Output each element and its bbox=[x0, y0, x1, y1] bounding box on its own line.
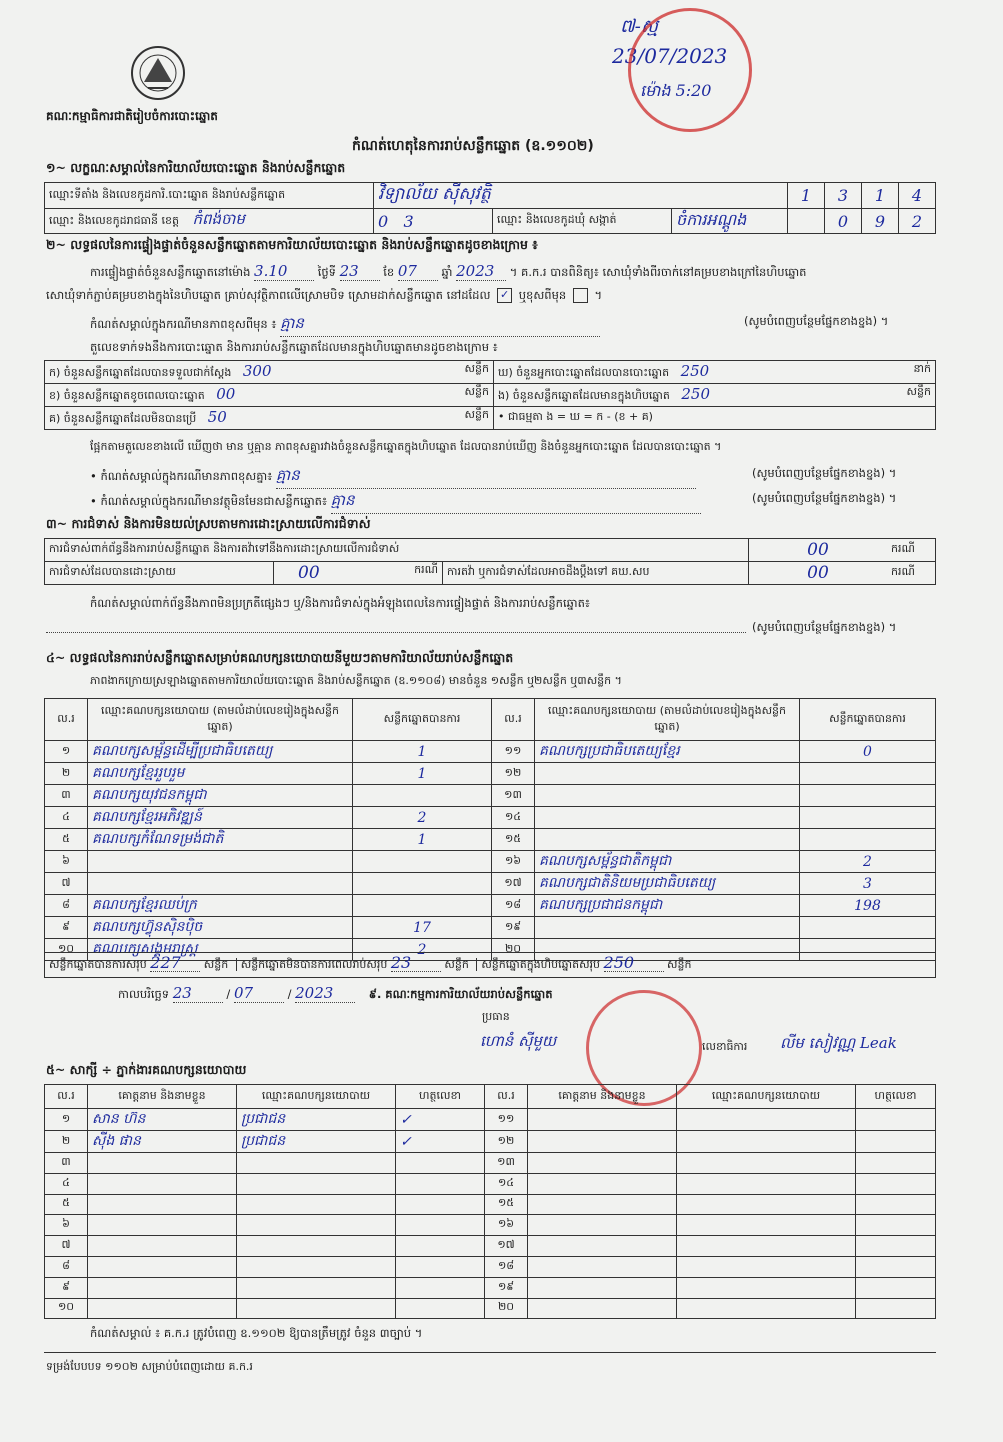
row-number: ៣ bbox=[45, 1153, 88, 1174]
province-code-digit: 0 bbox=[378, 211, 389, 231]
station-code-digit: 1 bbox=[862, 183, 899, 209]
table-row bbox=[45, 829, 936, 851]
province-label: ឈ្មោះ និងលេខកូដរាជធានី ខេត្ត កំពង់ចាម bbox=[45, 209, 374, 234]
row-number: ១ bbox=[45, 741, 88, 763]
witness-signature bbox=[856, 1194, 936, 1215]
ballots-total: 250 bbox=[604, 955, 664, 972]
party-name: គណបក្សខ្មែររួបរួម bbox=[88, 763, 353, 785]
received-number: ៧-ស្ម bbox=[620, 16, 658, 37]
col-no: ល.រ bbox=[485, 1085, 528, 1109]
section-2-heading: ២~ លទ្ធផលនៃការផ្ទៀងផ្ទាត់ចំនួនសន្លឹកឆ្នោតតាមការិយាល័យបោះឆ្នោត និងរាប់សន្លឹកឆ្នោតដូចខាងក្រោម ៖ bbox=[46, 237, 538, 252]
discrepancy-check-line: ផ្អែកតាមតួលេខខាងលើ ឃើញថា មាន ឬគ្មាន ភាពខុសគ្នារវាងចំនួនសន្លឹកឆ្នោតក្នុងហិបឆ្នោត ដែលបានរាប់ឃើញ និងចំនួនអ្នកបោះឆ្នោត ដែលបានបោះឆ្នោត ។ bbox=[90, 440, 722, 453]
verification-time: 3.10 bbox=[254, 262, 314, 281]
row-number: ៤ bbox=[45, 1173, 88, 1194]
party-name: គណបក្សប្រជាជនកម្ពុជា bbox=[535, 895, 800, 917]
witness-party bbox=[237, 1215, 396, 1236]
row-number: ១២ bbox=[492, 763, 535, 785]
table-row bbox=[45, 1131, 936, 1153]
date-day: 23 bbox=[173, 984, 223, 1003]
witness-signature bbox=[856, 1256, 936, 1277]
station-code-digit: 1 bbox=[788, 183, 825, 209]
polling-station-label: ឈ្មោះទីតាំង និងលេខកូដការិ.បោះឆ្នោត និងរាប់សន្លឹកឆ្នោត bbox=[45, 183, 374, 209]
party-votes bbox=[353, 851, 492, 873]
table-row bbox=[45, 1173, 936, 1194]
row-number: ១៧ bbox=[485, 1236, 528, 1257]
witness-signature bbox=[396, 1277, 485, 1298]
row-number: ៩ bbox=[45, 917, 88, 939]
table-row bbox=[45, 807, 936, 829]
province-code-digit: 3 bbox=[403, 211, 414, 231]
party-votes: 2 bbox=[353, 939, 492, 961]
witness-name bbox=[528, 1298, 677, 1319]
party-name: គណបក្សខ្មែរអភិវឌ្ឍន៍ bbox=[88, 807, 353, 829]
party-votes: 1 bbox=[353, 763, 492, 785]
witness-party bbox=[677, 1131, 856, 1153]
row-number: ៧ bbox=[45, 873, 88, 895]
party-name: គណបក្សខ្មែរឈប់ក្រ bbox=[88, 895, 353, 917]
witness-party bbox=[677, 1236, 856, 1257]
table-row bbox=[45, 873, 936, 895]
party-name bbox=[535, 829, 800, 851]
row-number: ១០ bbox=[45, 939, 88, 961]
section-4-subline: ភាពងាកក្រោយស្រឡាងឆ្នោតតាមការិយាល័យបោះឆ្នោត និងរាប់សន្លឹកឆ្នោត (ឧ.១១០៨) មានចំនួន ១សន្លឹក ឬ២សន្លឹក ឬ៣សន្លឹក ។ bbox=[90, 674, 622, 687]
witness-name bbox=[528, 1131, 677, 1153]
party-name: គណបក្សកំណែទម្រង់ជាតិ bbox=[88, 829, 353, 851]
irregularity-note-line bbox=[46, 632, 746, 633]
witness-signature bbox=[396, 1236, 485, 1257]
foreign-object-note-line: • កំណត់សម្គាល់ក្នុងករណីមានវត្ថុមិនមែនជាសន្លឹកឆ្នោត៖ គ្មាន bbox=[90, 491, 701, 514]
verification-month: 07 bbox=[398, 262, 438, 281]
discrepancy-note-line: • កំណត់សម្គាល់ក្នុងករណីមានភាពខុសគ្នា៖ គ្មាន bbox=[90, 466, 696, 489]
col-party: ឈ្មោះគណបក្សនយោបាយ bbox=[677, 1085, 856, 1109]
party-votes: 198 bbox=[800, 895, 936, 917]
form-note: ទម្រង់បែបបទ ១១០២ សម្រាប់បំពេញដោយ គ.ក.រ bbox=[46, 1360, 253, 1373]
page-title: កំណត់ហេតុនៃការរាប់សន្លឹកឆ្នោត (ឧ.១១០២) bbox=[352, 138, 594, 154]
row-number: ១៩ bbox=[485, 1277, 528, 1298]
party-name bbox=[535, 807, 800, 829]
objections-label: ការជំទាស់ពាក់ព័ន្ធនឹងការរាប់សន្លឹកឆ្នោត និងការតវ៉ាទៅនឹងការដោះស្រាយលើការជំទាស់ bbox=[45, 539, 749, 562]
row-number: ៣ bbox=[45, 785, 88, 807]
date-line: កាលបរិច្ឆេទ 23 / 07 / 2023 ៩. គណៈកម្មការការិយាល័យរាប់សន្លឹកឆ្នោត bbox=[118, 984, 553, 1002]
witness-signature bbox=[856, 1173, 936, 1194]
row-number: ២០ bbox=[485, 1298, 528, 1319]
witness-signature: ✓ bbox=[396, 1109, 485, 1131]
verification-year: 2023 bbox=[456, 262, 506, 281]
witness-party bbox=[237, 1277, 396, 1298]
witness-party bbox=[677, 1256, 856, 1277]
witness-signature bbox=[396, 1256, 485, 1277]
row-number: ១០ bbox=[45, 1298, 88, 1319]
commune-label: ឈ្មោះ និងលេខកូដឃុំ សង្កាត់ bbox=[493, 209, 672, 234]
resolved-objections-value: 00 bbox=[298, 563, 320, 583]
received-ballots-value: 300 bbox=[242, 362, 272, 380]
table-row bbox=[45, 1256, 936, 1277]
witness-signature bbox=[396, 1153, 485, 1174]
party-name: គណបក្សសង្គមរាស្ត្រ bbox=[88, 939, 353, 961]
witness-signature bbox=[856, 1277, 936, 1298]
table-row bbox=[45, 1109, 936, 1131]
witness-signature bbox=[396, 1298, 485, 1319]
table-row bbox=[45, 1194, 936, 1215]
party-votes bbox=[800, 785, 936, 807]
witness-party bbox=[677, 1173, 856, 1194]
commune-code-digit: 2 bbox=[899, 209, 936, 234]
witness-party: ប្រជាជន bbox=[237, 1131, 396, 1153]
witness-name bbox=[88, 1194, 237, 1215]
witness-name bbox=[528, 1256, 677, 1277]
verification-day: 23 bbox=[340, 262, 380, 281]
table-row bbox=[45, 763, 936, 785]
witness-name bbox=[88, 1236, 237, 1257]
row-number: ៨ bbox=[45, 895, 88, 917]
irregularity-note: កំណត់សម្គាល់ពាក់ព័ន្ធនឹងភាពមិនប្រក្រតីផ្សេងៗ ឬ/និងការជំទាស់ក្នុងអំឡុងពេលនៃការផ្ទៀងផ្ទាត់ និងការរាប់សន្លឹកឆ្នោត៖ bbox=[90, 596, 590, 610]
witness-name bbox=[88, 1153, 237, 1174]
formula: • ជាធម្មតា ង = ឃ = ក - (ខ + គ) bbox=[494, 407, 936, 430]
row-number: ៩ bbox=[45, 1277, 88, 1298]
party-votes: 2 bbox=[800, 851, 936, 873]
case-unit: ករណី bbox=[887, 539, 936, 562]
witness-party bbox=[237, 1153, 396, 1174]
fill-back-note: (សូមបំពេញបន្ថែមផ្នែកខាងខ្នង) ។ bbox=[752, 466, 897, 480]
fill-back-note: (សូមបំពេញបន្ថែមផ្នែកខាងខ្នង) ។ bbox=[752, 620, 897, 634]
col-name: គោត្តនាម និងនាមខ្លួន bbox=[88, 1085, 237, 1109]
row-number: ១១ bbox=[485, 1109, 528, 1131]
party-votes: 0 bbox=[800, 741, 936, 763]
col-votes: សន្លឹកឆ្នោតបានការ bbox=[353, 699, 492, 741]
case-unit: ករណី bbox=[414, 563, 438, 576]
row-number: ៨ bbox=[45, 1256, 88, 1277]
station-code-digit: 3 bbox=[825, 183, 862, 209]
objections-value: 00 bbox=[749, 539, 888, 562]
polling-station-name: វិទ្យាល័យ ស៊ីសុវត្ថិ bbox=[374, 183, 788, 209]
witness-party bbox=[677, 1298, 856, 1319]
province-name: កំពង់ចាម bbox=[192, 210, 245, 228]
row-number: ១៥ bbox=[492, 829, 535, 851]
party-name: គណបក្សហ៊្វុនស៊ិនប៉ិច bbox=[88, 917, 353, 939]
commune-name: ចំការអណ្ដូង bbox=[672, 209, 788, 234]
section-1-table bbox=[44, 182, 936, 234]
commune-code-digit: 9 bbox=[862, 209, 899, 234]
change-note-value: គ្មាន bbox=[280, 314, 600, 337]
table-row bbox=[45, 785, 936, 807]
seal-line: សោឃុំទាក់ភ្ជាប់គម្របខាងក្នុងនៃហិបឆ្នោត គ្រាប់សុវត្ថិភាពលើស្រោមបិទ ស្រោមដាក់សន្លឹកឆ្នោត នៅដដែល ✓ ឬខុសពីមុន ។ bbox=[46, 288, 603, 302]
witness-name bbox=[528, 1236, 677, 1257]
witness-name bbox=[528, 1215, 677, 1236]
witness-party bbox=[237, 1194, 396, 1215]
discrepancy-note-value: គ្មាន bbox=[276, 466, 696, 489]
chair-signature: ហោនំ ស៊ីមួយ bbox=[480, 1032, 557, 1050]
col-sign: ហត្ថលេខា bbox=[396, 1085, 485, 1109]
verification-line: ការផ្ទៀងផ្ទាត់ចំនួនសន្លឹកឆ្នោតនៅម៉ោង 3.10 ថ្ងៃទី 23 ខែ 07 ឆ្នាំ 2023 ។ គ.ក.រ បានពិនិត្យ៖ សោឃុំទាំងពីរចាក់នៅគម្របខាងក្រៅនៃហិបឆ្នោត bbox=[90, 262, 807, 280]
section-1-heading: ១~ លក្ខណៈសម្គាល់នៃការិយាល័យបោះឆ្នោត និងរាប់សន្លឹកឆ្នោត bbox=[46, 160, 346, 175]
row-number: ៤ bbox=[45, 807, 88, 829]
footer-divider bbox=[44, 1352, 936, 1353]
witness-signature bbox=[856, 1298, 936, 1319]
witness-name bbox=[528, 1194, 677, 1215]
row-number: ៧ bbox=[45, 1236, 88, 1257]
col-party: ឈ្មោះគណបក្សនយោបាយ (តាមលំដាប់លេខរៀងក្នុងសន្លឹកឆ្នោត) bbox=[88, 699, 353, 741]
row-number: ១៤ bbox=[485, 1173, 528, 1194]
col-party: ឈ្មោះគណបក្សនយោបាយ (តាមលំដាប់លេខរៀងក្នុងសន្លឹកឆ្នោត) bbox=[535, 699, 800, 741]
ballots-in-box-value: 250 bbox=[681, 385, 711, 403]
col-no: ល.រ bbox=[45, 1085, 88, 1109]
station-code-digit: 4 bbox=[899, 183, 936, 209]
col-party: ឈ្មោះគណបក្សនយោបាយ bbox=[237, 1085, 396, 1109]
witness-name bbox=[88, 1277, 237, 1298]
row-number: ១ bbox=[45, 1109, 88, 1131]
party-name: គណបក្សសម្ព័ន្ធដើម្បីប្រជាធិបតេយ្យ bbox=[88, 741, 353, 763]
nec-emblem-icon bbox=[124, 44, 192, 102]
witness-name: សាន ហ៊ន bbox=[88, 1109, 237, 1131]
witness-party bbox=[237, 1256, 396, 1277]
party-votes bbox=[800, 807, 936, 829]
witness-signature bbox=[856, 1109, 936, 1131]
row-number: ១៣ bbox=[485, 1153, 528, 1174]
change-note-line: កំណត់សម្គាល់ក្នុងករណីមានភាពខុសពីមុន ៖ គ្មាន bbox=[90, 314, 600, 337]
col-name: គោត្តនាម និងនាមខ្លួន bbox=[528, 1085, 677, 1109]
witness-table bbox=[44, 1084, 936, 1319]
col-no: ល.រ bbox=[45, 699, 88, 741]
table-row bbox=[45, 1277, 936, 1298]
witness-signature bbox=[856, 1236, 936, 1257]
table-row bbox=[45, 741, 936, 763]
col-no: ល.រ bbox=[492, 699, 535, 741]
witness-party bbox=[677, 1153, 856, 1174]
section-4-heading: ៤~ លទ្ធផលនៃការរាប់សន្លឹកឆ្នោតសម្រាប់គណបក្សនយោបាយនីមួយៗតាមការិយាល័យរាប់សន្លឹកឆ្នោត bbox=[46, 650, 514, 665]
witness-name bbox=[528, 1153, 677, 1174]
spoiled-ballots-value: 00 bbox=[216, 385, 236, 403]
secretary-signature: លីម សៀវណ្ណ Leak bbox=[780, 1034, 897, 1052]
row-number: ១៦ bbox=[485, 1215, 528, 1236]
table-row bbox=[45, 917, 936, 939]
unchanged-checkbox[interactable]: ✓ bbox=[497, 288, 512, 303]
row-number: ១៥ bbox=[485, 1194, 528, 1215]
witness-name bbox=[88, 1256, 237, 1277]
date-year: 2023 bbox=[295, 984, 355, 1003]
party-name bbox=[535, 917, 800, 939]
row-number: ១៨ bbox=[492, 895, 535, 917]
unused-ballots-value: 50 bbox=[207, 408, 227, 426]
ballot-figures-table: ក) ចំនួនសន្លឹកឆ្នោតដែលបានទទួលជាក់ស្តែង 300 សន្លឹក ឃ) ចំនួនអ្នកបោះឆ្នោតដែលបានបោះឆ្នោត 250 នាក់ ខ) ចំនួនសន្លឹកឆ្នោតខូចពេលបោះឆ្នោត 00 សន្លឹក ង) ចំនួនសន្លឹកឆ្នោតដែលមានក្នុងហិបឆ្នោត 250 សន្លឹក គ) ចំនួនសន្លឹកឆ្នោតដែលមិនបានប្រើ 50 សន្លឹក • ជាធម្មតា ង = ឃ = ក - (ខ + គ) bbox=[44, 360, 936, 430]
row-number: ២ bbox=[45, 1131, 88, 1153]
row-number: ៦ bbox=[45, 1215, 88, 1236]
section-5-heading: ៥~ សាក្សី ÷ ភ្នាក់ងារគណបក្សនយោបាយ bbox=[46, 1062, 247, 1077]
footnote: កំណត់សម្គាល់ ៖ គ.ក.រ ត្រូវបំពេញ ឧ.១១០២ ឱ្យបានត្រឹមត្រូវ ចំនួន ៣ច្បាប់ ។ bbox=[90, 1326, 423, 1340]
row-number: ១៣ bbox=[492, 785, 535, 807]
party-name: គណបក្សប្រជាធិបតេយ្យខ្មែរ bbox=[535, 741, 800, 763]
fill-back-note: (សូមបំពេញបន្ថែមផ្នែកខាងខ្នង) ។ bbox=[744, 314, 889, 328]
voters-value: 250 bbox=[680, 362, 710, 380]
witness-party bbox=[677, 1277, 856, 1298]
row-number: ១១ bbox=[492, 741, 535, 763]
received-time: ម៉ោង 5:20 bbox=[640, 81, 712, 100]
party-name bbox=[535, 785, 800, 807]
table-row bbox=[45, 1298, 936, 1319]
party-name: គណបក្សជាតិនិយមប្រជាធិបតេយ្យ bbox=[535, 873, 800, 895]
appeal-value: 00 bbox=[749, 562, 888, 585]
invalid-total: 23 bbox=[391, 955, 441, 972]
party-name bbox=[88, 851, 353, 873]
witness-party bbox=[677, 1194, 856, 1215]
party-votes bbox=[800, 829, 936, 851]
witness-signature bbox=[856, 1131, 936, 1153]
witness-party bbox=[677, 1109, 856, 1131]
table-row bbox=[45, 1153, 936, 1174]
party-votes bbox=[353, 895, 492, 917]
party-name bbox=[88, 873, 353, 895]
party-votes: 2 bbox=[353, 807, 492, 829]
foreign-object-note-value: គ្មាន bbox=[331, 491, 701, 514]
row-number: ៥ bbox=[45, 829, 88, 851]
commune-code-digit: 0 bbox=[825, 209, 862, 234]
witness-signature bbox=[396, 1194, 485, 1215]
witness-signature bbox=[856, 1215, 936, 1236]
org-name: គណៈកម្មាធិការជាតិរៀបចំការបោះឆ្នោត bbox=[46, 109, 218, 123]
received-stamp bbox=[628, 8, 752, 132]
chair-label: ប្រធាន bbox=[482, 1010, 510, 1023]
witness-name bbox=[88, 1173, 237, 1194]
party-votes: 1 bbox=[353, 741, 492, 763]
valid-total: 227 bbox=[150, 955, 200, 972]
witness-name bbox=[528, 1277, 677, 1298]
row-number: ១៩ bbox=[492, 917, 535, 939]
party-votes bbox=[800, 917, 936, 939]
witness-party bbox=[237, 1236, 396, 1257]
witness-signature bbox=[396, 1173, 485, 1194]
row-number: ១៨ bbox=[485, 1256, 528, 1277]
fill-back-note: (សូមបំពេញបន្ថែមផ្នែកខាងខ្នង) ។ bbox=[752, 491, 897, 505]
col-sign: ហត្ថលេខា bbox=[856, 1085, 936, 1109]
witness-name bbox=[88, 1298, 237, 1319]
witness-party: ប្រជាជន bbox=[237, 1109, 396, 1131]
party-name bbox=[535, 763, 800, 785]
changed-checkbox[interactable] bbox=[573, 288, 588, 303]
party-votes: 3 bbox=[800, 873, 936, 895]
row-number: ១៧ bbox=[492, 873, 535, 895]
row-number: ៥ bbox=[45, 1194, 88, 1215]
appeal-label: ការតវ៉ា ឬការជំទាស់ដែលអាចដឹងប្តឹងទៅ គឃ.សប bbox=[443, 562, 749, 585]
witness-signature bbox=[396, 1215, 485, 1236]
table-row bbox=[45, 895, 936, 917]
row-number: ១២ bbox=[485, 1131, 528, 1153]
witness-party bbox=[237, 1298, 396, 1319]
party-votes: 17 bbox=[353, 917, 492, 939]
date-month: 07 bbox=[234, 984, 284, 1003]
row-number: ១៤ bbox=[492, 807, 535, 829]
party-results-table bbox=[44, 698, 936, 961]
witness-name: ស៊ីង ផាន bbox=[88, 1131, 237, 1153]
table-row bbox=[45, 851, 936, 873]
party-votes: 1 bbox=[353, 829, 492, 851]
objections-table: ការជំទាស់ពាក់ព័ន្ធនឹងការរាប់សន្លឹកឆ្នោត និងការតវ៉ាទៅនឹងការដោះស្រាយលើការជំទាស់ 00 ករណី ការជំទាស់ដែលបានដោះស្រាយ 00 ករណី ការតវ៉ា ឬការជំទាស់ដែលអាចដឹងប្តឹងទៅ គឃ.សប 00 ករណី bbox=[44, 538, 936, 585]
party-votes bbox=[800, 763, 936, 785]
witness-party bbox=[237, 1173, 396, 1194]
witness-name bbox=[528, 1109, 677, 1131]
party-name: គណបក្សយុវជនកម្ពុជា bbox=[88, 785, 353, 807]
party-votes bbox=[353, 873, 492, 895]
table-row bbox=[45, 1236, 936, 1257]
figures-intro: តួលេខទាក់ទងនឹងការបោះឆ្នោត និងការរាប់សន្លឹកឆ្នោតដែលមានក្នុងហិបឆ្នោតមានដូចខាងក្រោម ៖ bbox=[90, 340, 498, 354]
totals-line: សន្លឹកឆ្នោតបានការសរុប 227 សន្លឹក សន្លឹកឆ្នោតមិនបានការពេលរាប់សរុប 23 សន្លឹក សន្លឹកឆ្នោតក្នុងហិបឆ្នោតសរុប 250 សន្លឹក bbox=[44, 952, 936, 978]
witness-signature bbox=[856, 1153, 936, 1174]
row-number: ៦ bbox=[45, 851, 88, 873]
received-date: 23/07/2023 bbox=[612, 44, 728, 68]
witness-name bbox=[528, 1173, 677, 1194]
row-number: ២០ bbox=[492, 939, 535, 961]
table-row bbox=[45, 1215, 936, 1236]
witness-party bbox=[677, 1215, 856, 1236]
witness-name bbox=[88, 1215, 237, 1236]
col-votes: សន្លឹកឆ្នោតបានការ bbox=[800, 699, 936, 741]
case-unit: ករណី bbox=[887, 562, 936, 585]
party-name: គណបក្សសម្ព័ន្ធជាតិកម្ពុជា bbox=[535, 851, 800, 873]
row-number: ២ bbox=[45, 763, 88, 785]
party-votes bbox=[353, 785, 492, 807]
section-3-heading: ៣~ ការជំទាស់ និងការមិនយល់ស្របតាមការដោះស្រាយលើការជំទាស់ bbox=[46, 516, 371, 531]
secretary-label: លេខាធិការ bbox=[702, 1040, 748, 1053]
witness-signature: ✓ bbox=[396, 1131, 485, 1153]
row-number: ១៦ bbox=[492, 851, 535, 873]
